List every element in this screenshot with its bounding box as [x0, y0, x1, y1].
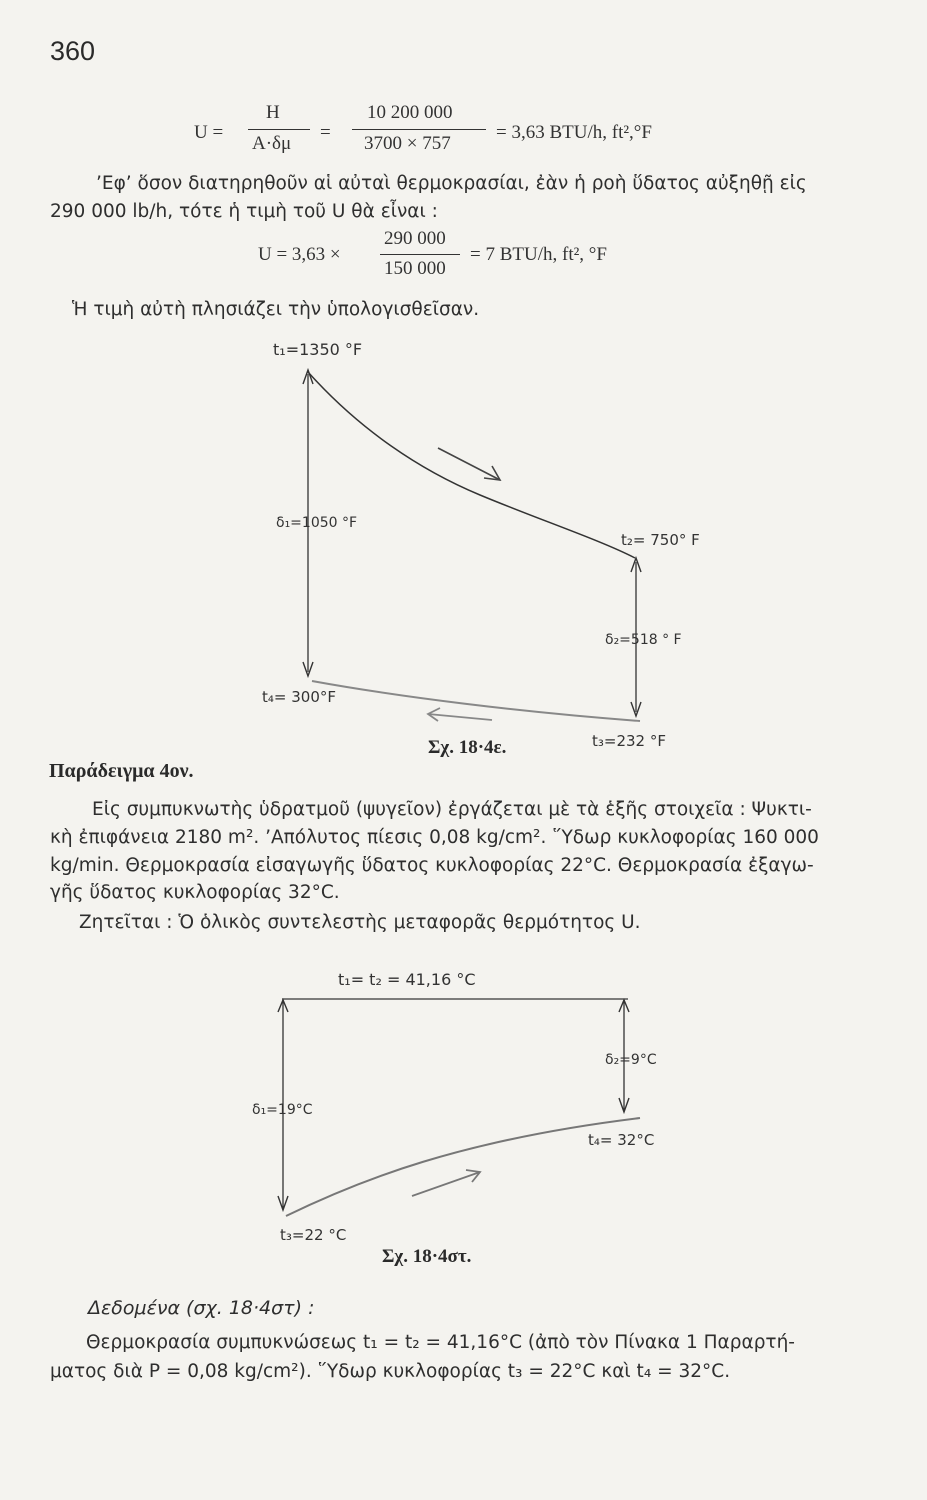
para5-line1: Θερμοκρασία συμπυκνώσεως t₁ = t₂ = 41,16°C (ἀπὸ τὸν Πίνακα 1 Παραρτή- — [86, 1332, 795, 1353]
fig2-t4-label: t₄= 32°C — [588, 1131, 655, 1149]
fig1-delta2-label: δ₂=518 ° F — [605, 632, 682, 648]
flow-direction-arrow — [428, 714, 492, 720]
fig1-t4-label: t₄= 300°F — [262, 688, 336, 706]
para3-line2: κὴ ἐπιφάνεια 2180 m². ’Απόλυτος πίεσις 0,08 kg/cm². ῞Υδωρ κυκλοφορίας 160 000 — [50, 827, 819, 848]
eq2-num: 290 000 — [384, 228, 446, 249]
fig1-t3-label: t₃=232 °F — [592, 732, 666, 750]
para3-line3: kg/min. Θερμοκρασία εἰσαγωγῆς ὕδατος κυκλοφορίας 22°C. Θερμοκρασία ἐξαγω- — [50, 855, 814, 876]
fig2-delta2-label: δ₂=9°C — [605, 1052, 657, 1068]
fig2-top-label: t₁= t₂ = 41,16 °C — [338, 970, 476, 989]
eq2-lhs: U = 3,63 × — [258, 244, 341, 265]
eq1-den2: 3700 × 757 — [364, 133, 451, 154]
fig1-caption: Σχ. 18·4ε. — [428, 737, 507, 758]
eq2-result: = 7 BTU/h, ft², °F — [470, 244, 607, 265]
eq1-den1: A·δμ — [252, 133, 292, 154]
figure-18-4e — [303, 370, 641, 721]
example-heading: Παράδειγμα 4ον. — [49, 760, 194, 782]
fig1-t2-label: t₂= 750° F — [621, 531, 700, 549]
cold-fluid-curve — [312, 681, 640, 721]
para2: Ἡ τιμὴ αὐτὴ πλησιάζει τὴν ὑπολογισθεῖσαν. — [72, 299, 480, 320]
eq2-den: 150 000 — [384, 258, 446, 279]
eq1-num2: 10 200 000 — [367, 102, 453, 123]
eq1-num1: H — [266, 102, 280, 123]
fig2-delta1-label: δ₁=19°C — [252, 1102, 313, 1118]
para4: Ζητεῖται : Ὁ ὁλικὸς συντελεστὴς μεταφορᾶς θερμότητος U. — [79, 912, 641, 933]
given-heading: Δεδομένα (σχ. 18·4στ) : — [88, 1297, 315, 1319]
para3-line1: Εἰς συμπυκνωτὴς ὑδρατμοῦ (ψυγεῖον) ἐργάζεται μὲ τὰ ἑξῆς στοιχεῖα : Ψυκτι- — [92, 799, 812, 820]
para1-line1: ’Εφ’ ὅσον διατηρηθοῦν αἱ αὐταὶ θερμοκρασίαι, ἐὰν ἡ ροὴ ὕδατος αὐξηθῇ εἰς — [96, 173, 807, 194]
eq1-lhs: U = — [194, 122, 224, 143]
flow-direction-arrow — [438, 448, 500, 480]
flow-direction-arrow — [412, 1172, 480, 1196]
para5-line2: ματος διὰ P = 0,08 kg/cm²). ῞Υδωρ κυκλοφορίας t₃ = 22°C καὶ t₄ = 32°C. — [50, 1361, 731, 1382]
fig1-delta1-label: δ₁=1050 °F — [276, 515, 358, 531]
page-number: 360 — [50, 36, 96, 66]
eq1-result: = 3,63 BTU/h, ft²,°F — [496, 122, 652, 143]
para3-line4: γῆς ὕδατος κυκλοφορίας 32°C. — [50, 882, 340, 903]
fig1-t1-label: t₁=1350 °F — [273, 340, 363, 359]
para1-line2: 290 000 lb/h, τότε ἡ τιμὴ τοῦ U θὰ εἶναι : — [50, 201, 438, 222]
eq1-equals: = — [320, 122, 331, 143]
figure-18-4st — [278, 999, 640, 1216]
fig2-caption: Σχ. 18·4στ. — [382, 1246, 472, 1267]
fig2-t3-label: t₃=22 °C — [280, 1226, 347, 1244]
cooling-water-curve — [286, 1118, 640, 1216]
